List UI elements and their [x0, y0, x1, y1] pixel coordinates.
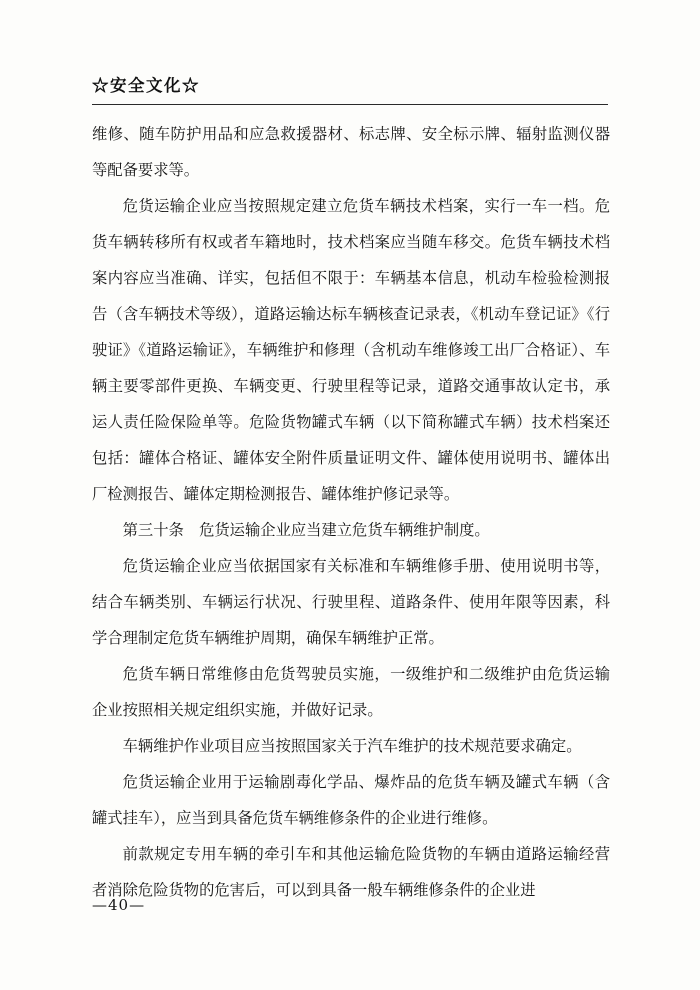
page-header-title: ☆安全文化☆ — [92, 76, 200, 95]
document-body — [92, 116, 610, 908]
paragraph: 危货车辆日常维修由危货驾驶员实施，一级维护和二级维护由危货运输企业按照相关规定组织实施，并做好记录。 — [92, 665, 610, 719]
paragraph: 车辆维护作业项目应当按照国家关于汽车维护的技术规范要求确定。 — [122, 737, 582, 755]
header-divider — [92, 104, 608, 105]
paragraph: 维修、随车防护用品和应急救援器材、标志牌、安全标示牌、辐射监测仪器等配备要求等。 — [92, 125, 610, 179]
paragraph: 第三十条 危货运输企业应当建立危货车辆维护制度。 — [122, 521, 490, 539]
paragraph: 危货运输企业应当依据国家有关标准和车辆维修手册、使用说明书等，结合车辆类别、车辆运行状况、行驶里程、道路条件、使用年限等因素，科学合理制定危货车辆维护周期，确保车辆维护正常。 — [92, 557, 610, 647]
paragraph: 危货运输企业应当按照规定建立危货车辆技术档案，实行一车一档。危货车辆转移所有权或者车籍地时，技术档案应当随车移交。危货车辆技术档案内容应当准确、详实，包括但不限于：车辆基本信息，机动车检验检测报告（含车辆技术等级），道路运输达标车辆核查记录表，《机动车登记证》《行驶证》《道路运输证》，车辆维护和修理（含机动车维修竣工出厂合格证）、车辆主要零部件更换、车辆变更、行驶里程等记录，道路交通事故认定书，承运人责任险保险单等。危险货物罐式车辆（以下简称罐式车辆）技术档案还包括：罐体合格证、罐体安全附件质量证明文件、罐体使用说明书、罐体出厂检测报告、罐体定期检测报告、罐体维护修记录等。 — [92, 197, 610, 503]
paragraph: 危货运输企业用于运输剧毒化学品、爆炸品的危货车辆及罐式车辆（含罐式挂车），应当到具备危货车辆维修条件的企业进行维修。 — [92, 773, 610, 827]
paragraph: 前款规定专用车辆的牵引车和其他运输危险货物的车辆由道路运输经营者消除危险货物的危害后，可以到具备一般车辆维修条件的企业进 — [92, 845, 610, 899]
page-number: —40— — [92, 896, 146, 914]
